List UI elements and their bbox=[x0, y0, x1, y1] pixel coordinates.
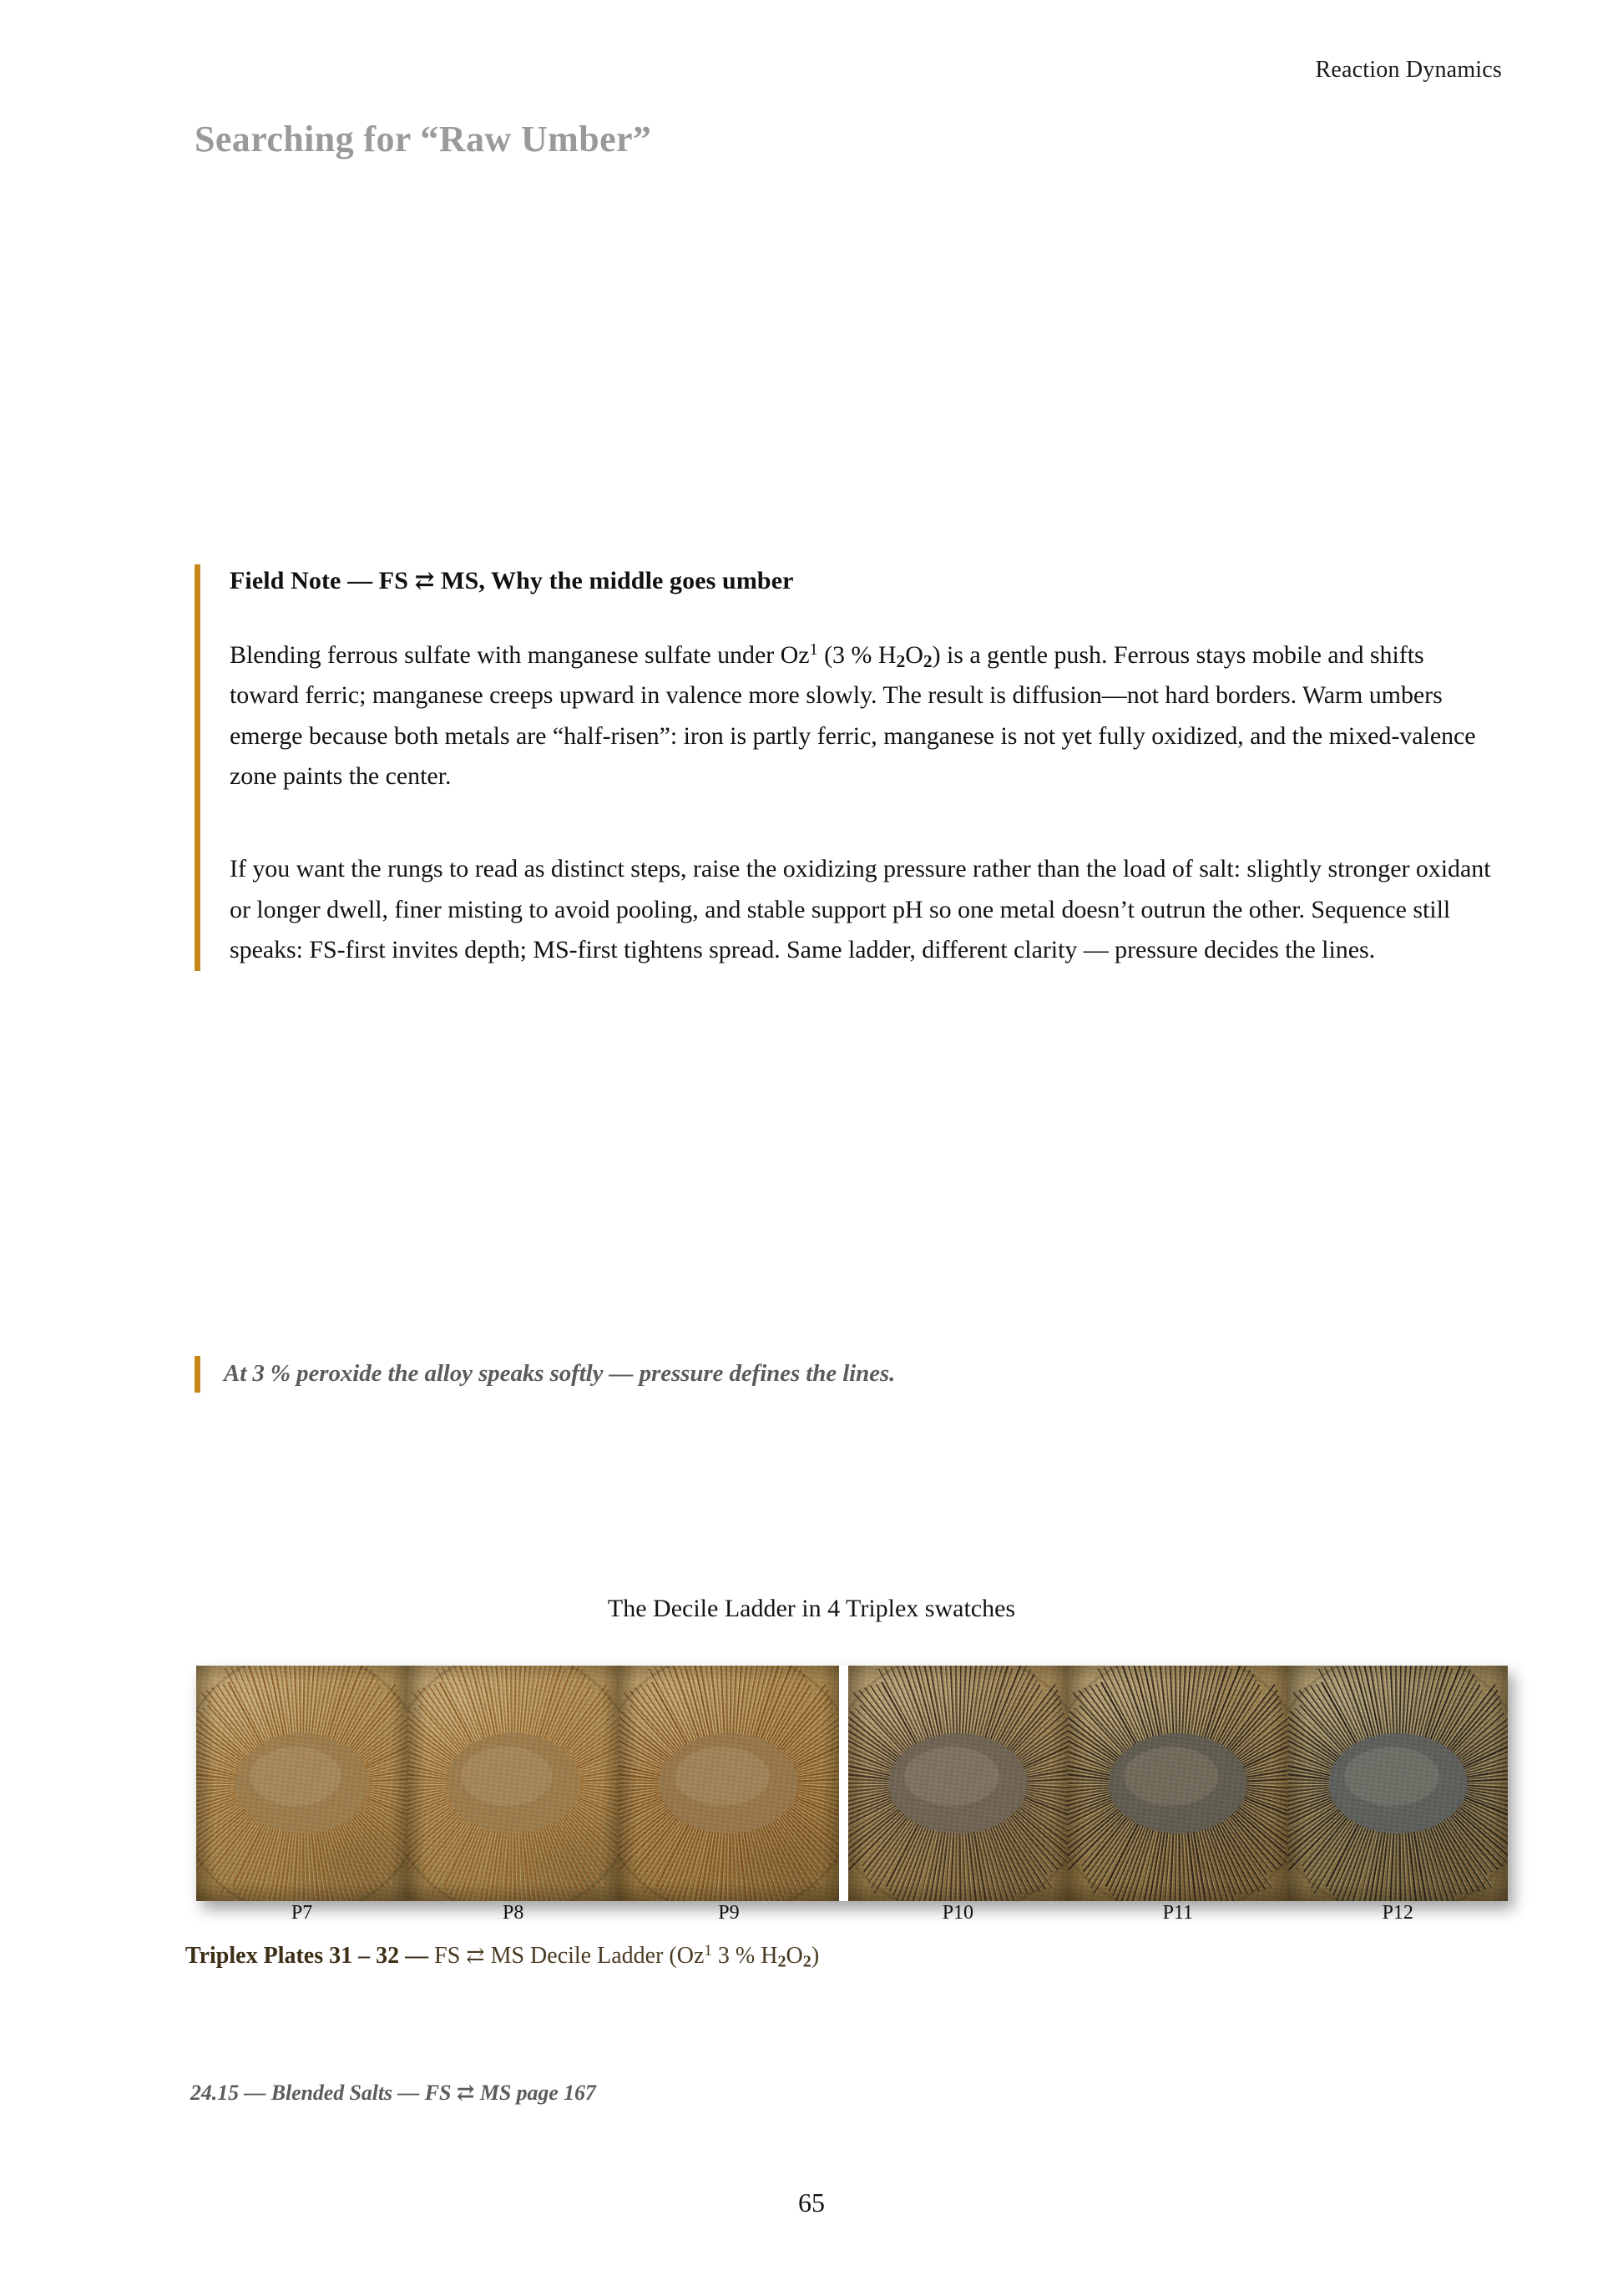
plate-label-p7: P7 bbox=[291, 1902, 313, 1924]
p1-seg-b: (3 % H bbox=[817, 640, 897, 669]
caption-pre-arrow: FS bbox=[434, 1943, 467, 1970]
p1-sub-2: 2 bbox=[923, 650, 933, 671]
caption-sup: 1 bbox=[704, 1942, 712, 1960]
footer-reference: 24.15 — Blended Salts — FS ⇄ MS page 167 bbox=[190, 2081, 596, 2105]
plate-swatch-p10 bbox=[848, 1666, 1068, 1901]
field-note-heading-post: MS, Why the middle goes umber bbox=[434, 567, 794, 594]
running-head: Reaction Dynamics bbox=[1315, 57, 1502, 83]
plate-edge-shadow bbox=[848, 1666, 1068, 1901]
equilibrium-arrow-icon: ⇄ bbox=[414, 569, 435, 594]
plate-swatch-p12 bbox=[1288, 1666, 1508, 1901]
plate-label-p11: P11 bbox=[1162, 1902, 1194, 1924]
p1-sup: 1 bbox=[809, 640, 818, 659]
caption-seg-b: 3 % H bbox=[711, 1943, 778, 1970]
plate-label-p10: P10 bbox=[942, 1902, 974, 1924]
caption-sub-1: 2 bbox=[777, 1952, 786, 1971]
field-note-block bbox=[195, 564, 1493, 971]
pull-quote: At 3 % peroxide the alloy speaks softly — pressure defines the lines. bbox=[195, 1356, 1280, 1393]
plate-edge-shadow bbox=[1288, 1666, 1508, 1901]
figure-caption bbox=[185, 1942, 819, 1972]
plate-group-gap bbox=[839, 1666, 848, 1901]
plate-label-p9: P9 bbox=[718, 1902, 740, 1924]
field-note-paragraph-2: If you want the rungs to read as distinct steps, raise the oxidizing pressure rather than the load of salt: slightly stronger oxidant or longer dwell, finer misting to avoid pooling, and stable support pH so one metal doesn’t outrun the other. Sequence still speaks: FS-first invites depth; MS-first tightens spread. Same ladder, different clarity — pressure decides the lines. bbox=[230, 855, 1491, 964]
figure-title: The Decile Ladder in 4 Triplex swatches bbox=[607, 1595, 1016, 1622]
page-title: Searching for “Raw Umber” bbox=[195, 119, 652, 160]
plate-label-p12: P12 bbox=[1382, 1902, 1413, 1924]
caption-seg-a: MS Decile Ladder (Oz bbox=[484, 1943, 705, 1970]
plate-edge-shadow bbox=[407, 1666, 619, 1901]
plate-label-row bbox=[196, 1902, 1508, 1935]
caption-seg-c: O bbox=[786, 1943, 803, 1970]
caption-sub-2: 2 bbox=[802, 1952, 812, 1971]
plate-swatch-p8 bbox=[407, 1666, 619, 1901]
plate-edge-shadow bbox=[1068, 1666, 1287, 1901]
field-note-paragraph-1 bbox=[230, 635, 1493, 798]
field-note-heading bbox=[230, 564, 1493, 599]
plate-edge-shadow bbox=[196, 1666, 407, 1901]
plate-swatch-p11 bbox=[1068, 1666, 1287, 1901]
p1-seg-c: O bbox=[905, 640, 923, 669]
field-note-heading-pre: Field Note — FS bbox=[230, 567, 415, 594]
plate-strip bbox=[196, 1666, 1508, 1901]
plate-group bbox=[848, 1666, 1508, 1901]
plate-swatch-p7 bbox=[196, 1666, 407, 1901]
plate-group bbox=[196, 1666, 839, 1901]
p1-seg-a: Blending ferrous sulfate with manganese sulfate under Oz bbox=[230, 640, 810, 669]
p1-seg-d: ) is a gentle push. Ferrous stays mobile and shifts toward ferric; manganese creeps upward in valence more slowly. The result is diffusion—not hard borders. Warm umbers emerge because both metals are “half-risen”: iron is partly ferric, manganese is not yet fully oxidized, and the mixed-valence zone paints the center. bbox=[230, 640, 1476, 791]
equilibrium-arrow-icon: ⇄ bbox=[466, 1943, 485, 1969]
caption-bold: Triplex Plates 31 – 32 — bbox=[185, 1943, 435, 1970]
plate-edge-shadow bbox=[619, 1666, 838, 1901]
p1-sub-1: 2 bbox=[896, 650, 906, 671]
caption-seg-d: ) bbox=[811, 1943, 820, 1970]
plate-swatch-p9 bbox=[619, 1666, 838, 1901]
page-number: 65 bbox=[798, 2187, 825, 2218]
plate-strip-figure bbox=[196, 1666, 1508, 1901]
plate-label-p8: P8 bbox=[502, 1902, 524, 1924]
